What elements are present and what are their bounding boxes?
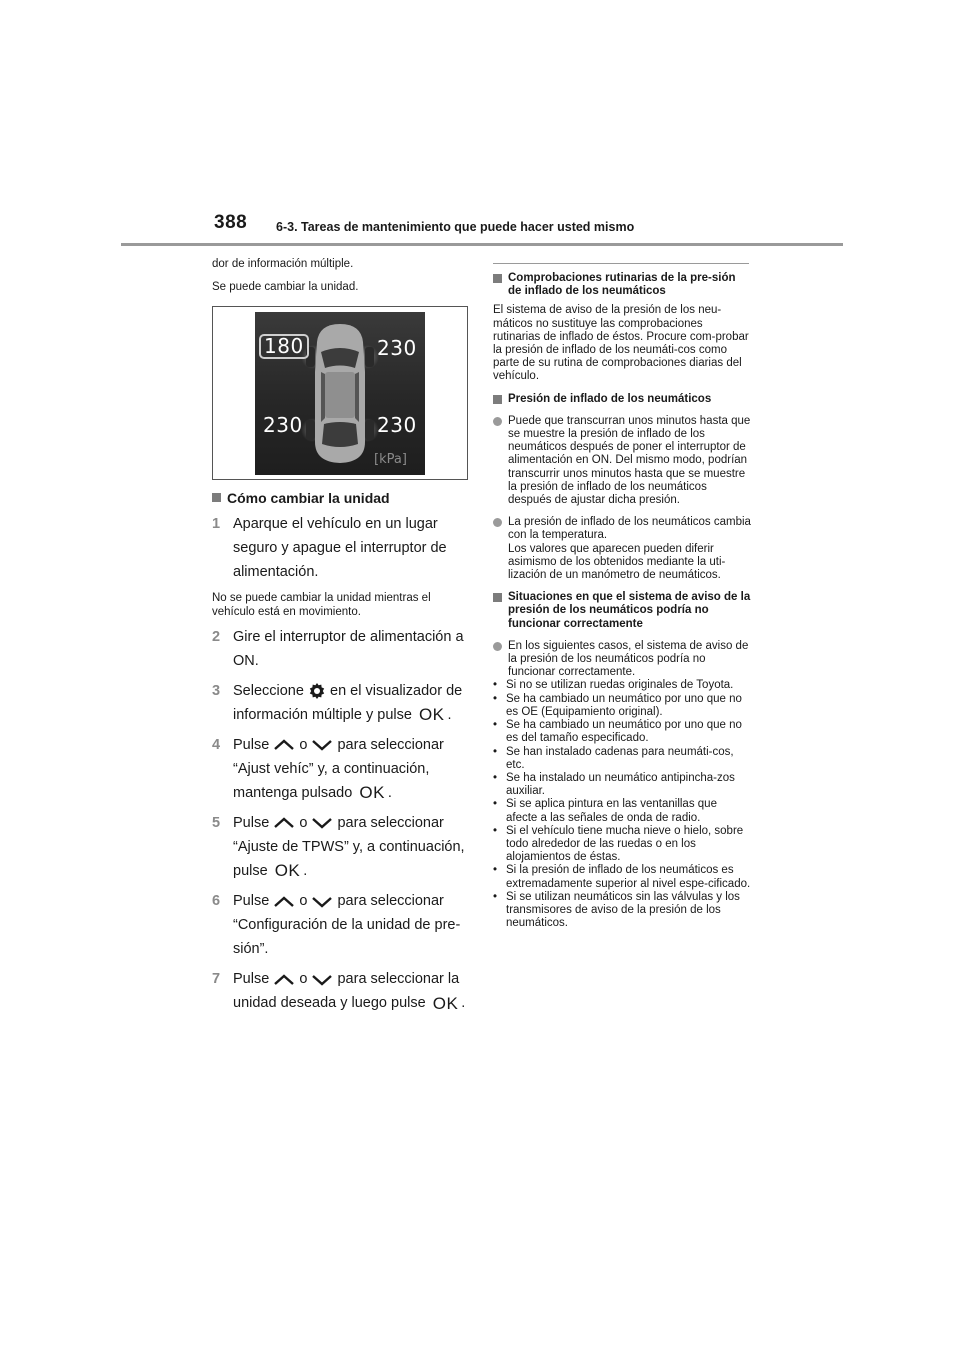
malfunction-bullet <box>493 640 751 680</box>
chevron-up-icon <box>273 974 295 986</box>
step-1 <box>212 512 470 584</box>
square-bullet-icon <box>212 493 221 502</box>
step-number: 5 <box>212 815 221 832</box>
step-2 <box>212 625 470 673</box>
step-text-part: o <box>299 971 308 988</box>
list-item: • Si el vehículo tiene mucha nieve o hielo, sobre todo alrededor de las ruedas o en los alojamientos de éstas. <box>493 824 744 864</box>
bullet-text: La presión de inflado de los neumáticos cambia con la temperatura. <box>508 516 751 542</box>
rear-left-pressure: 230 <box>263 413 303 438</box>
step-text <box>233 889 470 961</box>
front-left-pressure: 180 <box>259 334 309 359</box>
step-number: 6 <box>212 893 221 910</box>
section-heading-inflation-pressure <box>493 393 751 406</box>
list-item: • Si se aplica pintura en las ventanillas que afecte a las señales de onda de radio. <box>493 798 717 824</box>
section-heading-routine-checks <box>493 272 751 298</box>
ok-button-icon: OK <box>432 993 459 1013</box>
section-heading-malfunction-situations <box>493 591 751 631</box>
section-title: Presión de inflado de los neumáticos <box>508 392 712 405</box>
front-right-pressure: 230 <box>377 336 417 361</box>
page-number: 388 <box>214 212 248 233</box>
step-text: Gire el interruptor de alimentación a ON. <box>233 628 464 669</box>
left-column <box>212 258 470 1016</box>
step-4 <box>212 733 470 805</box>
list-item: • Si se utilizan neumáticos sin las válvulas y los transmisores de aviso de la presión de los neumáticos. <box>493 890 740 930</box>
step-7 <box>212 967 470 1015</box>
inflation-bullet-1 <box>493 415 751 507</box>
step-text-part: Pulse <box>233 893 270 910</box>
pressure-unit-label: [kPa] <box>374 452 407 468</box>
chevron-up-icon <box>273 739 295 751</box>
chevron-down-icon <box>311 817 333 829</box>
inflation-bullet-2 <box>493 516 751 582</box>
right-column <box>493 258 751 930</box>
step-number: 4 <box>212 736 221 753</box>
step-text-part: . <box>461 995 466 1012</box>
chevron-down-icon <box>311 739 333 751</box>
bullet-text: Los valores que aparecen pueden diferir asimismo de los obtenidos mediante la uti-lización de un manómetro de neumáticos. <box>508 542 726 582</box>
step-3 <box>212 679 470 727</box>
tire-pressure-display <box>255 312 425 475</box>
step-text-part: Pulse <box>233 815 270 832</box>
step-text-part: Pulse <box>233 971 270 988</box>
tire-pressure-figure <box>212 306 468 480</box>
malfunction-cases-list <box>493 679 751 930</box>
section-title: Comprobaciones rutinarias de la pre-sión de inflado de los neumáticos <box>508 272 736 298</box>
step-number: 1 <box>212 516 221 533</box>
unit-note: Se puede cambiar la unidad. <box>212 281 359 294</box>
step-text <box>233 733 470 805</box>
list-item: • Se ha instalado un neumático antipincha-zos auxiliar. <box>493 771 735 798</box>
step-text <box>233 679 470 727</box>
step-text <box>233 811 470 883</box>
step-text-part: Pulse <box>233 736 270 753</box>
list-item: • Se ha cambiado un neumático por uno que no es del tamaño especificado. <box>493 719 742 745</box>
section-title: Situaciones en que el sistema de aviso de la presión de los neumáticos podría no funcionar correctamente <box>508 591 751 630</box>
ok-button-icon: OK <box>274 861 301 881</box>
step-text-part: . <box>447 706 452 723</box>
square-bullet-icon <box>493 395 502 404</box>
list-item: • Si no se utilizan ruedas originales de Toyota. <box>493 679 734 692</box>
chevron-down-icon <box>311 974 333 986</box>
step-1-note: No se puede cambiar la unidad mientras el vehículo está en movimiento. <box>212 592 431 618</box>
step-text-part: o <box>299 736 308 753</box>
step-text-part: Seleccione <box>233 682 304 699</box>
bullet-text: En los siguientes casos, el sistema de aviso de la presión de los neumáticos podría no funcionar correctamente. <box>508 639 749 679</box>
step-text-part: . <box>387 784 392 801</box>
column-rule <box>493 263 749 264</box>
step-text-part: para seleccionar “Ajust vehíc” y, a continuación, mantenga pulsado <box>233 736 444 801</box>
step-5 <box>212 811 470 883</box>
chevron-down-icon <box>311 896 333 908</box>
ok-button-icon: OK <box>359 783 385 803</box>
step-text-part: o <box>299 893 308 910</box>
step-number: 2 <box>212 628 221 645</box>
list-item: • Si la presión de inflado de los neumáticos es extremadamente superior al nivel espe-cificado. <box>493 864 751 890</box>
step-text-part: para seleccionar “Configuración de la unidad de pre-sión”. <box>233 893 461 958</box>
continuation-text: dor de información múltiple. <box>212 258 354 270</box>
section-title: Cómo cambiar la unidad <box>227 490 390 507</box>
circle-bullet-icon <box>493 518 502 527</box>
step-6 <box>212 889 470 961</box>
chevron-up-icon <box>273 817 295 829</box>
step-text-part: o <box>299 815 308 832</box>
bullet-text: Puede que transcurran unos minutos hasta que se muestre la presión de inflado de los neumáticos después de poner el interruptor de alimentación en ON. Del mismo modo, podrían transcurrir unos minutos hasta que se muestre la presión de inflado de los neumáticos después de ajustar dicha presión. <box>508 414 751 507</box>
step-text-part: para seleccionar la unidad deseada y luego pulse <box>233 971 460 1012</box>
step-text-part: para seleccionar “Ajuste de TPWS” y, a continuación, pulse <box>233 815 465 880</box>
header-rule <box>121 243 843 246</box>
list-item: • Se han instalado cadenas para neumáti-cos, etc. <box>493 745 734 771</box>
step-text-part: en el visualizador de información múltiple y pulse <box>233 682 463 723</box>
circle-bullet-icon <box>493 642 502 651</box>
step-number: 7 <box>212 971 221 988</box>
running-header: 6-3. Tareas de mantenimiento que puede hacer usted mismo <box>276 220 635 234</box>
step-number: 3 <box>212 682 221 699</box>
section-heading-change-unit <box>212 490 470 506</box>
step-text-part: . <box>303 863 308 880</box>
step-text: Aparque el vehículo en un lugar seguro y apague el interruptor de alimentación. <box>233 516 447 581</box>
square-bullet-icon <box>493 593 502 602</box>
square-bullet-icon <box>493 274 502 283</box>
step-text <box>233 967 470 1015</box>
ok-button-icon: OK <box>418 704 445 724</box>
chevron-up-icon <box>273 896 295 908</box>
circle-bullet-icon <box>493 417 502 426</box>
routine-checks-text: El sistema de aviso de la presión de los neu-máticos no sustituye las comprobaciones rutinarias de inflado de éstos. Procure com-probar la presión de inflado de los neumáti-cos como parte de su rutina de comprobaciones diarias del vehículo. <box>493 304 749 383</box>
list-item: • Se ha cambiado un neumático por uno que no es OE (Equipamiento original). <box>493 692 742 718</box>
gear-icon <box>308 682 326 700</box>
rear-right-pressure: 230 <box>377 413 417 438</box>
